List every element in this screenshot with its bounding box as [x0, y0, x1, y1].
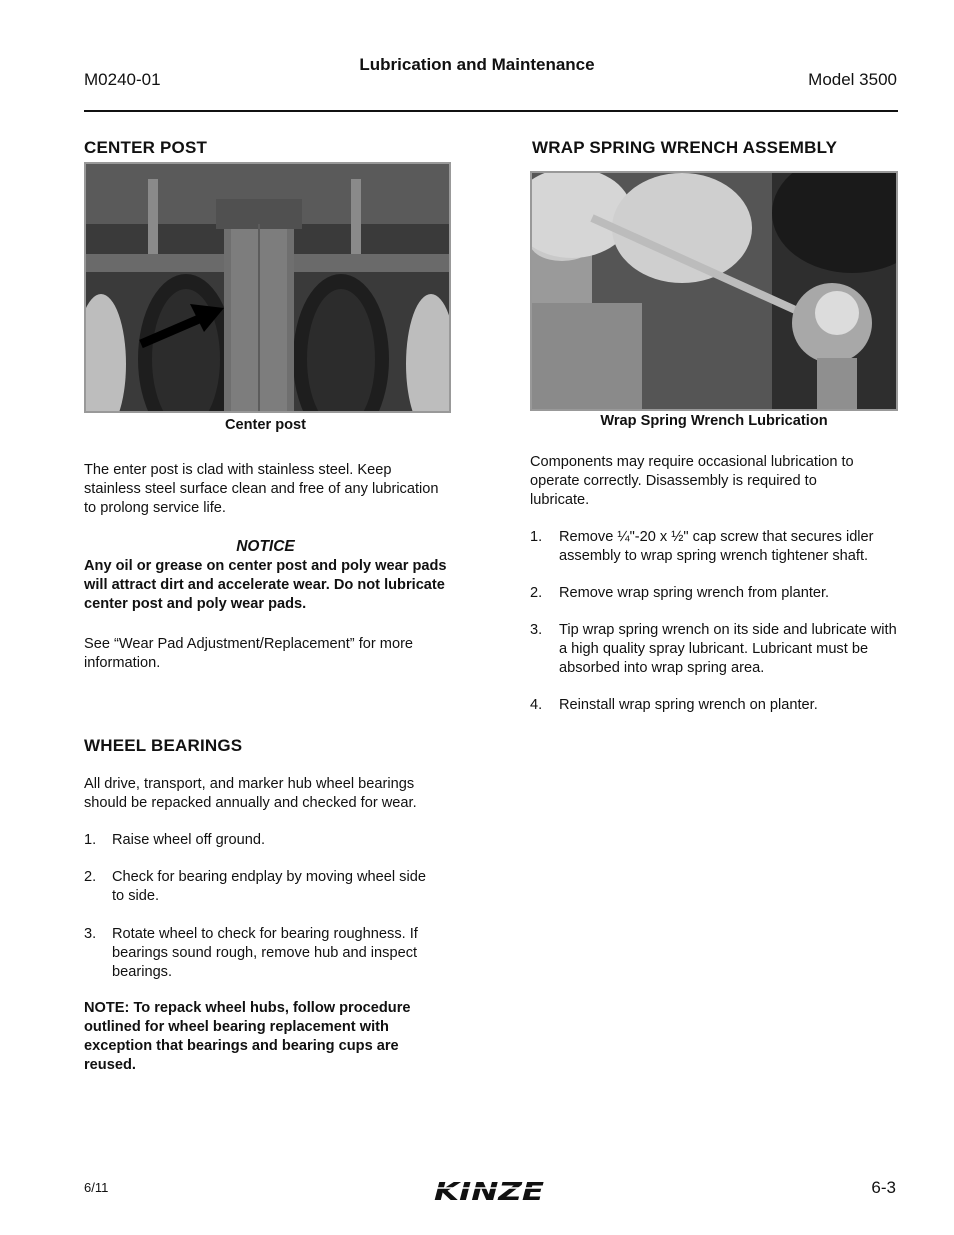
wrap-spring-intro: Components may require occasional lubrication to operate correctly. Disassembly is required to lubricate. [530, 454, 854, 508]
list-item [84, 831, 444, 850]
list-number: 4. [530, 697, 543, 713]
page-number: 6-3 [871, 1178, 896, 1197]
footer-date: 6/11 [84, 1180, 109, 1195]
repack-note: NOTE: To repack wheel hubs, follow procedure outlined for wheel bearing replacement with exception that bearings and bearing cups are reused. [84, 1000, 411, 1073]
list-number: 2. [530, 585, 543, 601]
document-number: M0240-01 [84, 70, 161, 89]
list-number: 3. [530, 622, 543, 638]
list-number: 2. [84, 869, 97, 885]
list-item [530, 528, 898, 566]
list-number: 3. [84, 926, 97, 942]
kinze-logo [430, 1176, 550, 1211]
center-post-caption: Center post [224, 417, 307, 433]
see-reference-text: See “Wear Pad Adjustment/Replacement” for more information. [84, 636, 414, 671]
wrap-spring-heading: WRAP SPRING WRENCH ASSEMBLY [532, 138, 838, 157]
wheel-bearings-intro: All drive, transport, and marker hub wheel bearings should be repacked annually and checked for wear. [84, 776, 417, 811]
model-label: Model 3500 [808, 70, 897, 89]
list-text: Remove ¼"-20 x ½" cap screw that secures idler assembly to wrap spring wrench tightener shaft. [559, 529, 874, 564]
list-item [530, 584, 898, 603]
list-text: Check for bearing endplay by moving wheel side to side. [112, 869, 426, 904]
wheel-bearings-heading: WHEEL BEARINGS [84, 736, 243, 755]
kinze-logo-icon [430, 1176, 550, 1206]
list-item [530, 621, 898, 678]
list-item [84, 868, 434, 906]
section-title: Lubrication and Maintenance [359, 55, 595, 74]
notice-text: Any oil or grease on center post and poly wear pads will attract dirt and accelerate wear. Do not lubricate center post and poly wear pads. [84, 558, 447, 612]
list-text: Tip wrap spring wrench on its side and lubricate with a high quality spray lubricant. Lubricant must be absorbed into wrap spring area. [559, 622, 897, 676]
list-item [530, 696, 898, 715]
list-number: 1. [84, 832, 97, 848]
list-text: Reinstall wrap spring wrench on planter. [559, 697, 818, 713]
wrap-spring-photo [530, 171, 898, 411]
logo-text: KINZE [434, 1177, 544, 1206]
list-text: Raise wheel off ground. [112, 832, 266, 848]
header-divider [84, 110, 898, 112]
center-post-heading: CENTER POST [84, 138, 208, 157]
list-number: 1. [530, 529, 543, 545]
wrap-spring-caption: Wrap Spring Wrench Lubrication [600, 413, 828, 429]
list-text: Remove wrap spring wrench from planter. [559, 585, 830, 601]
list-text: Rotate wheel to check for bearing roughness. If bearings sound rough, remove hub and inspect bearings. [112, 926, 418, 980]
center-post-body: The enter post is clad with stainless steel. Keep stainless steel surface clean and free of any lubrication to prolong service life. [84, 462, 439, 516]
center-post-photo [84, 162, 451, 413]
notice-title: NOTICE [236, 538, 295, 555]
list-item [84, 925, 434, 982]
